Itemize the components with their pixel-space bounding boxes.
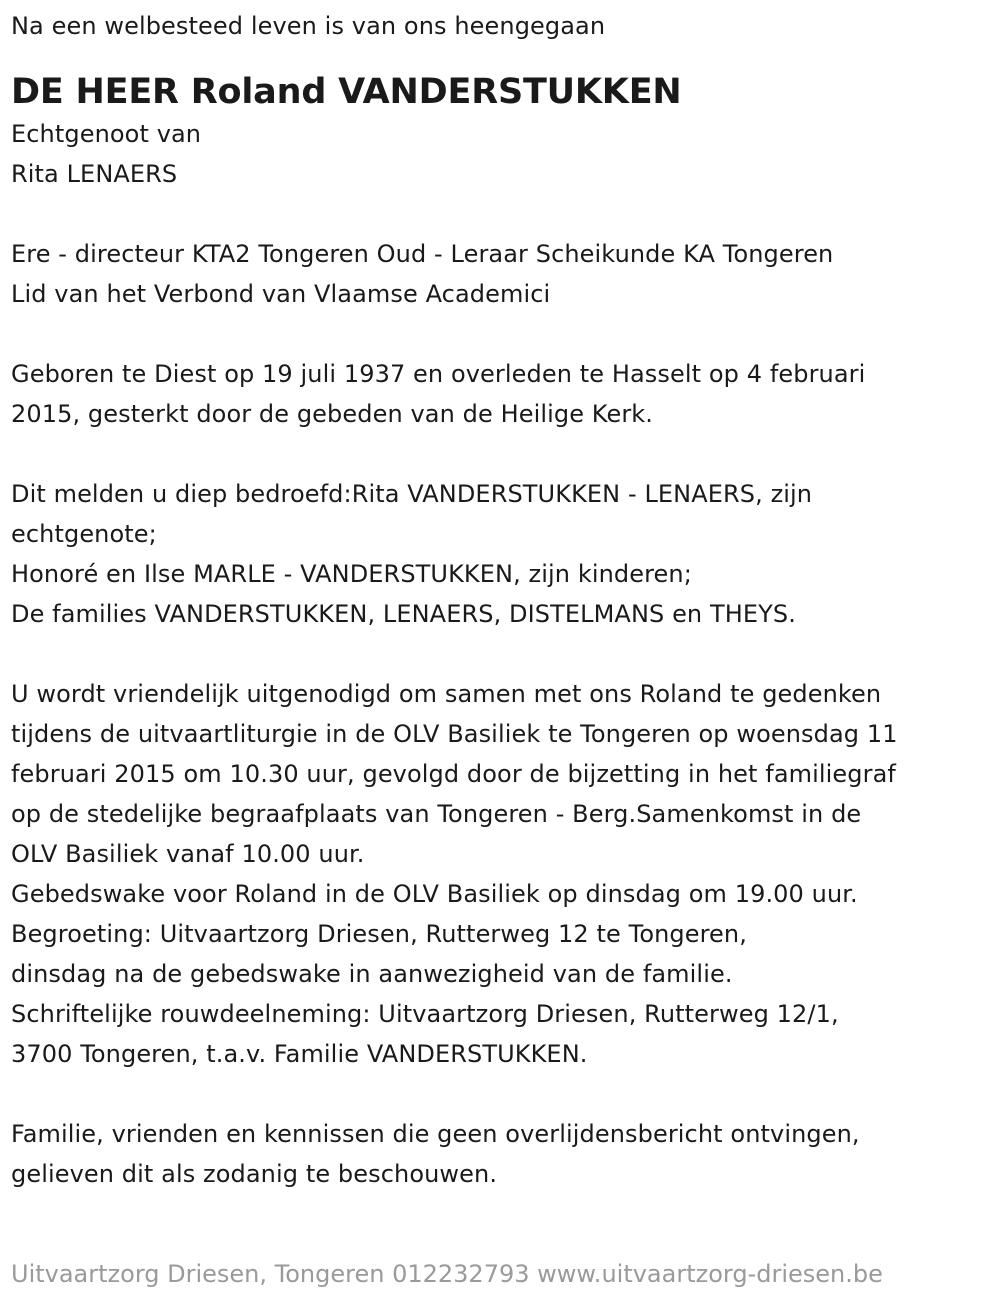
birth-line: Geboren te Diest op 19 juli 1937 en overleden te Hasselt op 4 februari bbox=[11, 360, 866, 388]
title-line: Lid van het Verbond van Vlaamse Academici bbox=[11, 280, 551, 308]
family-line: Dit melden u diep bedroefd:Rita VANDERSTUKKEN - LENAERS, zijn bbox=[11, 480, 813, 508]
ceremony-line: Schriftelijke rouwdeelneming: Uitvaartzorg Driesen, Rutterweg 12/1, bbox=[11, 1000, 839, 1028]
spacer bbox=[11, 314, 991, 354]
intro-text: Na een welbesteed leven is van ons heengegaan bbox=[11, 12, 606, 40]
ceremony-line: dinsdag na de gebedswake in aanwezigheid van de familie. bbox=[11, 960, 733, 988]
family-line: echtgenote; bbox=[11, 520, 157, 548]
deceased-name: DE HEER Roland VANDERSTUKKEN bbox=[11, 72, 682, 112]
spouse-label: Echtgenoot van bbox=[11, 120, 202, 148]
closing-line: gelieven dit als zodanig te beschouwen. bbox=[11, 1160, 498, 1188]
spacer bbox=[11, 194, 991, 234]
titles-section bbox=[11, 234, 991, 314]
spacer bbox=[11, 1074, 991, 1114]
closing-line: Familie, vrienden en kennissen die geen overlijdensbericht ontvingen, bbox=[11, 1120, 860, 1148]
spacer bbox=[11, 634, 991, 674]
family-section bbox=[11, 474, 991, 634]
ceremony-section bbox=[11, 674, 991, 1074]
spacer bbox=[11, 434, 991, 474]
spouse-name: Rita LENAERS bbox=[11, 160, 178, 188]
spouse-section bbox=[11, 114, 991, 194]
ceremony-line: februari 2015 om 10.30 uur, gevolgd door de bijzetting in het familiegraf bbox=[11, 760, 896, 788]
ceremony-line: OLV Basiliek vanaf 10.00 uur. bbox=[11, 840, 365, 868]
ceremony-line: tijdens de uitvaartliturgie in de OLV Basiliek te Tongeren op woensdag 11 bbox=[11, 720, 898, 748]
ceremony-line: 3700 Tongeren, t.a.v. Familie VANDERSTUKKEN. bbox=[11, 1040, 588, 1068]
family-line: De families VANDERSTUKKEN, LENAERS, DISTELMANS en THEYS. bbox=[11, 600, 796, 628]
birth-line: 2015, gesterkt door de gebeden van de Heilige Kerk. bbox=[11, 400, 654, 428]
family-line: Honoré en Ilse MARLE - VANDERSTUKKEN, zijn kinderen; bbox=[11, 560, 692, 588]
closing-section bbox=[11, 1114, 991, 1194]
ceremony-line: Gebedswake voor Roland in de OLV Basiliek op dinsdag om 19.00 uur. bbox=[11, 880, 858, 908]
ceremony-line: U wordt vriendelijk uitgenodigd om samen met ons Roland te gedenken bbox=[11, 680, 882, 708]
title-line: Ere - directeur KTA2 Tongeren Oud - Leraar Scheikunde KA Tongeren bbox=[11, 240, 834, 268]
obituary-notice bbox=[11, 6, 991, 1194]
birth-section bbox=[11, 354, 991, 434]
ceremony-line: Begroeting: Uitvaartzorg Driesen, Rutterweg 12 te Tongeren, bbox=[11, 920, 747, 948]
ceremony-line: op de stedelijke begraafplaats van Tongeren - Berg.Samenkomst in de bbox=[11, 800, 862, 828]
funeral-home-footer: Uitvaartzorg Driesen, Tongeren 012232793 www.uitvaartzorg-driesen.be bbox=[11, 1260, 883, 1288]
